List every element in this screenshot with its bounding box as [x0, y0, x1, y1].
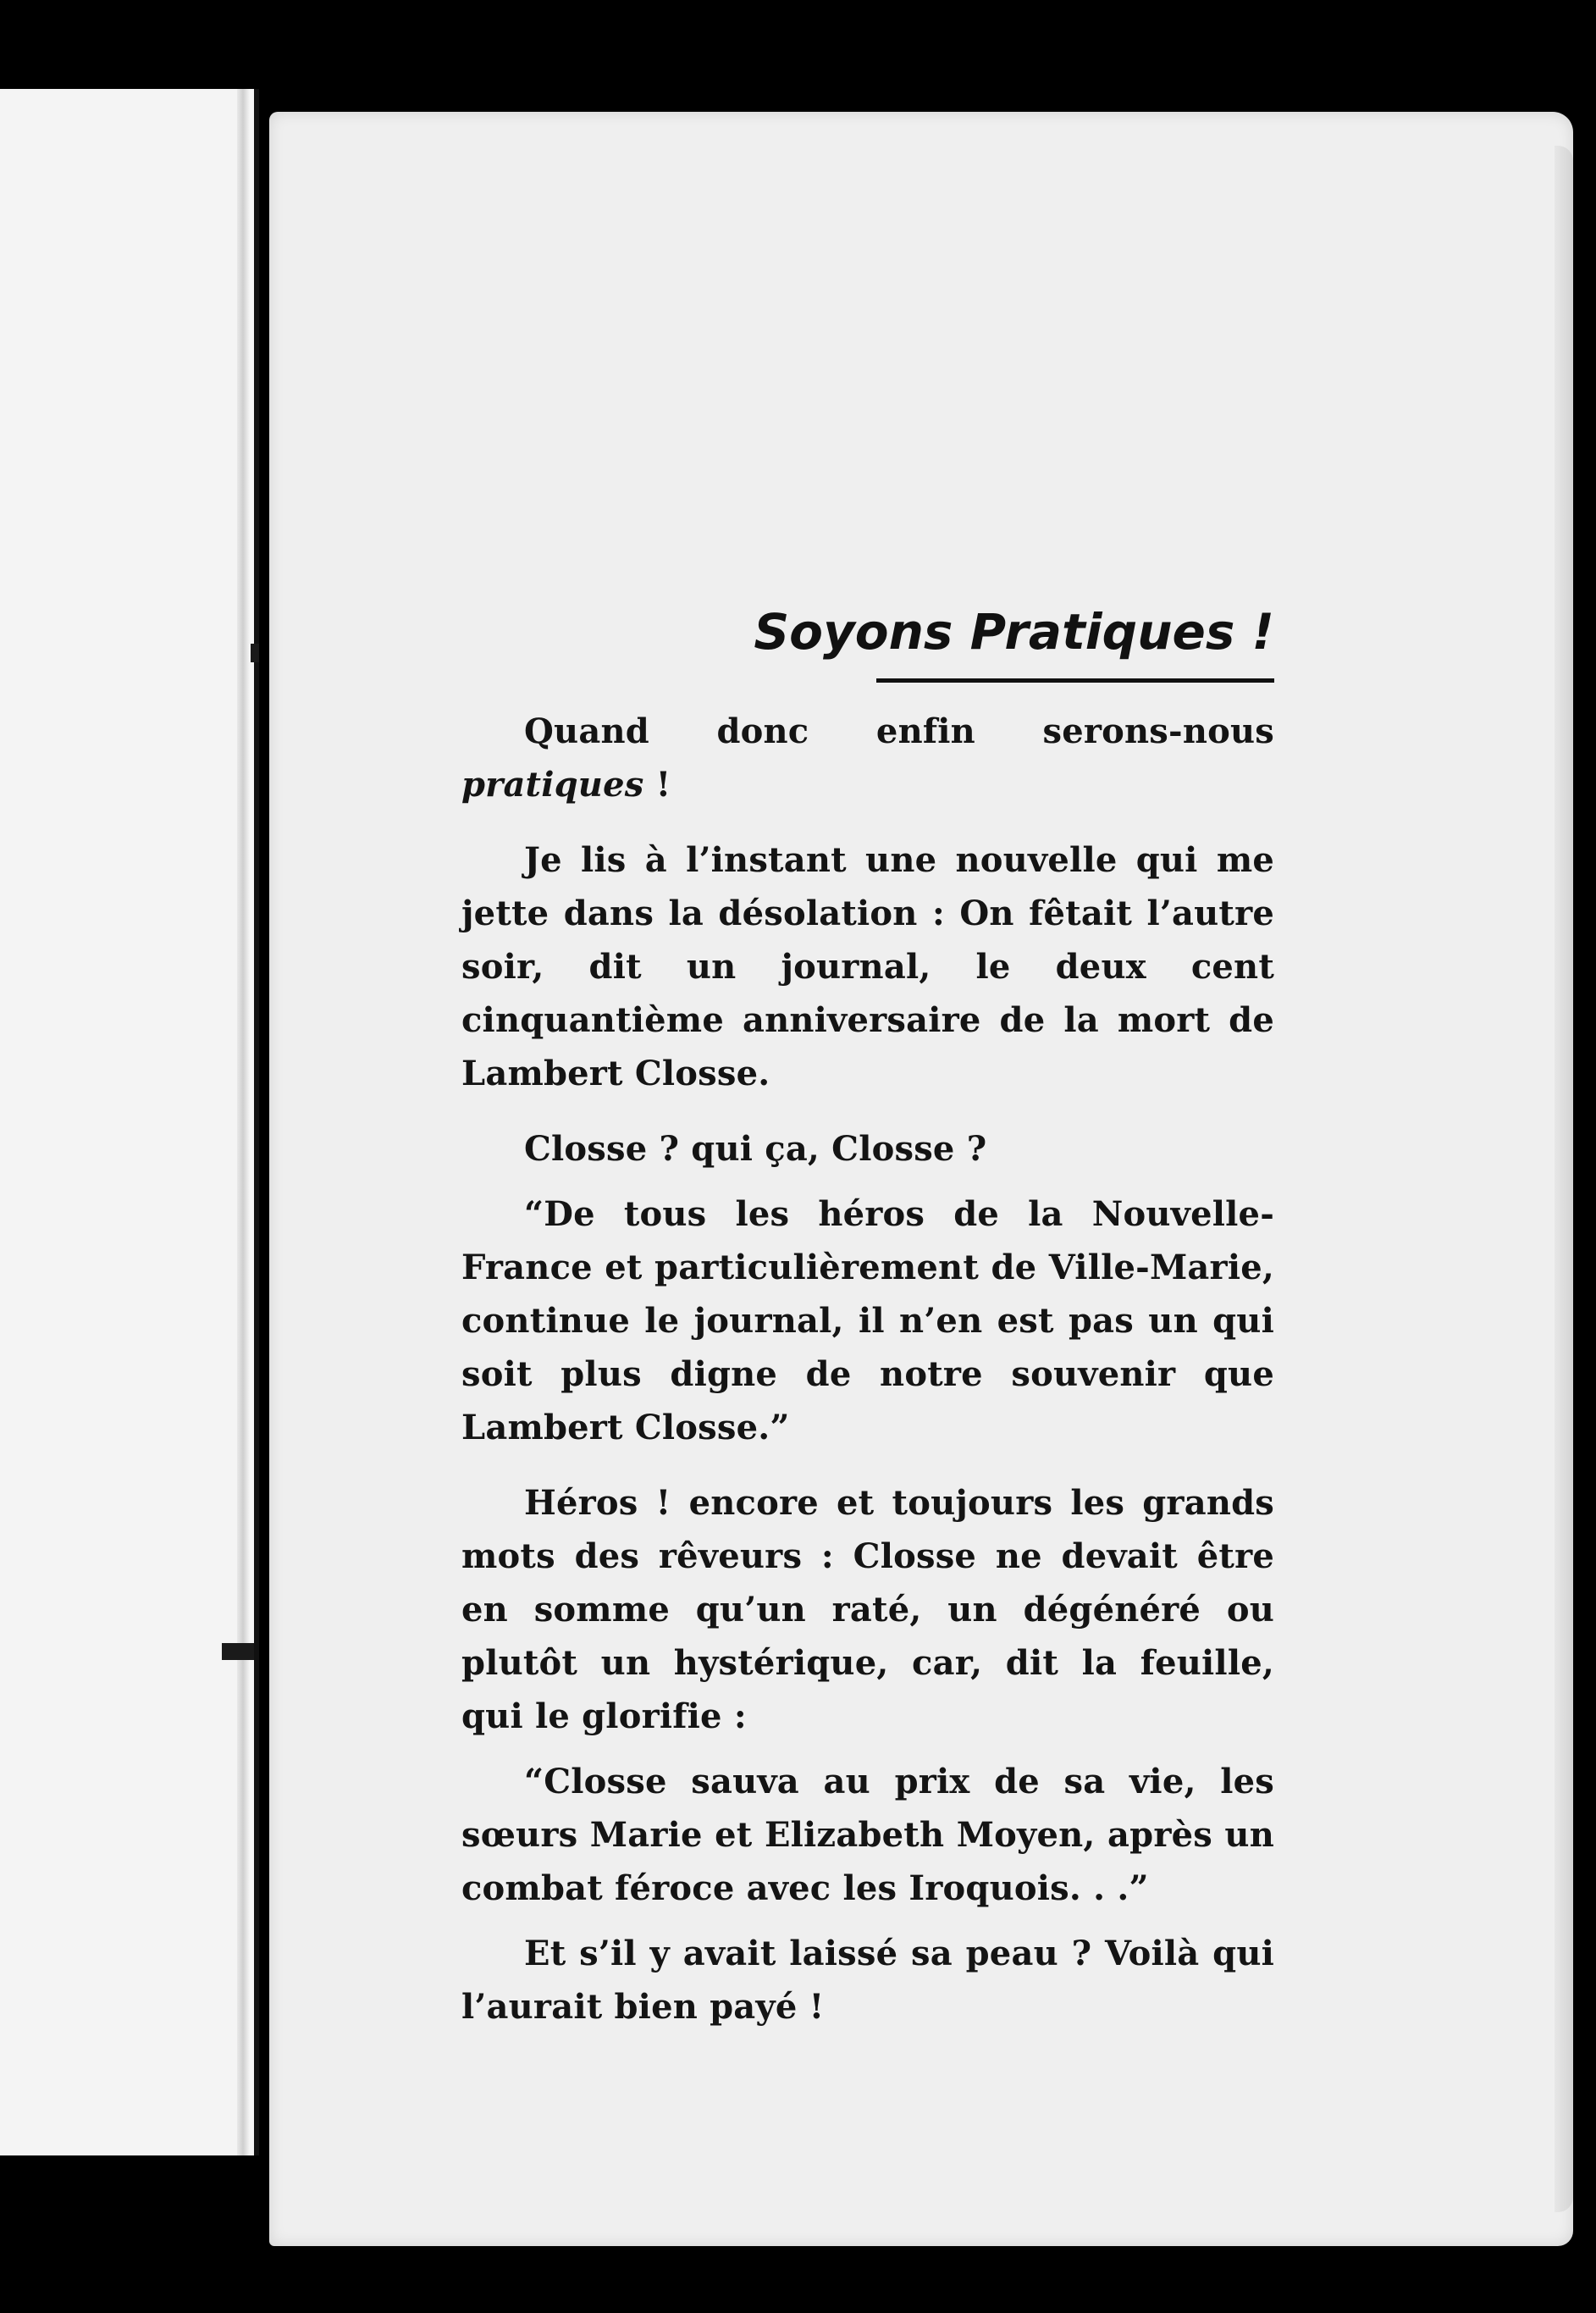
gutter-mark: [251, 644, 259, 662]
paragraph: “Closse sauva au prix de sa vie, les sœurs Marie et Elizabeth Moyen, après un combat féroce avec les Iroquois. . .”: [461, 1761, 1274, 1908]
paragraph-text: Quand donc enfin serons-nous: [524, 711, 1274, 751]
paragraph: [461, 705, 1274, 811]
page-title: Soyons Pratiques !: [754, 603, 1274, 661]
paragraph: Héros ! encore et toujours les grands mots des rêveurs : Closse ne devait être en somme qu’un raté, un dégénéré ou plutôt un hystérique, car, dit la feuille, qui le glorifie :: [461, 1482, 1274, 1736]
paragraph: Et s’il y avait laissé sa peau ? Voilà qui l’aurait bien payé !: [461, 1933, 1274, 2027]
paragraph: Closse ? qui ça, Closse ?: [524, 1128, 987, 1169]
title-underline: [876, 678, 1274, 683]
page-content: [461, 603, 1274, 2056]
italic-word: pratiques: [461, 764, 644, 805]
paragraph-text: !: [643, 764, 671, 805]
gutter-mark: [222, 1643, 254, 1660]
page-edge: [1555, 146, 1573, 2212]
paragraph: “De tous les héros de la Nouvelle-France et particulièrement de Ville-Marie, continue le journal, il n’en est pas un qui soit plus digne de notre souvenir que Lambert Closse.”: [461, 1193, 1274, 1447]
previous-page-edge: [0, 89, 259, 2155]
paragraph: Je lis à l’instant une nouvelle qui me jette dans la désolation : On fêtait l’autre soir, dit un journal, le deux cent cinquantième anniversaire de la mort de Lambert Closse.: [461, 839, 1274, 1093]
